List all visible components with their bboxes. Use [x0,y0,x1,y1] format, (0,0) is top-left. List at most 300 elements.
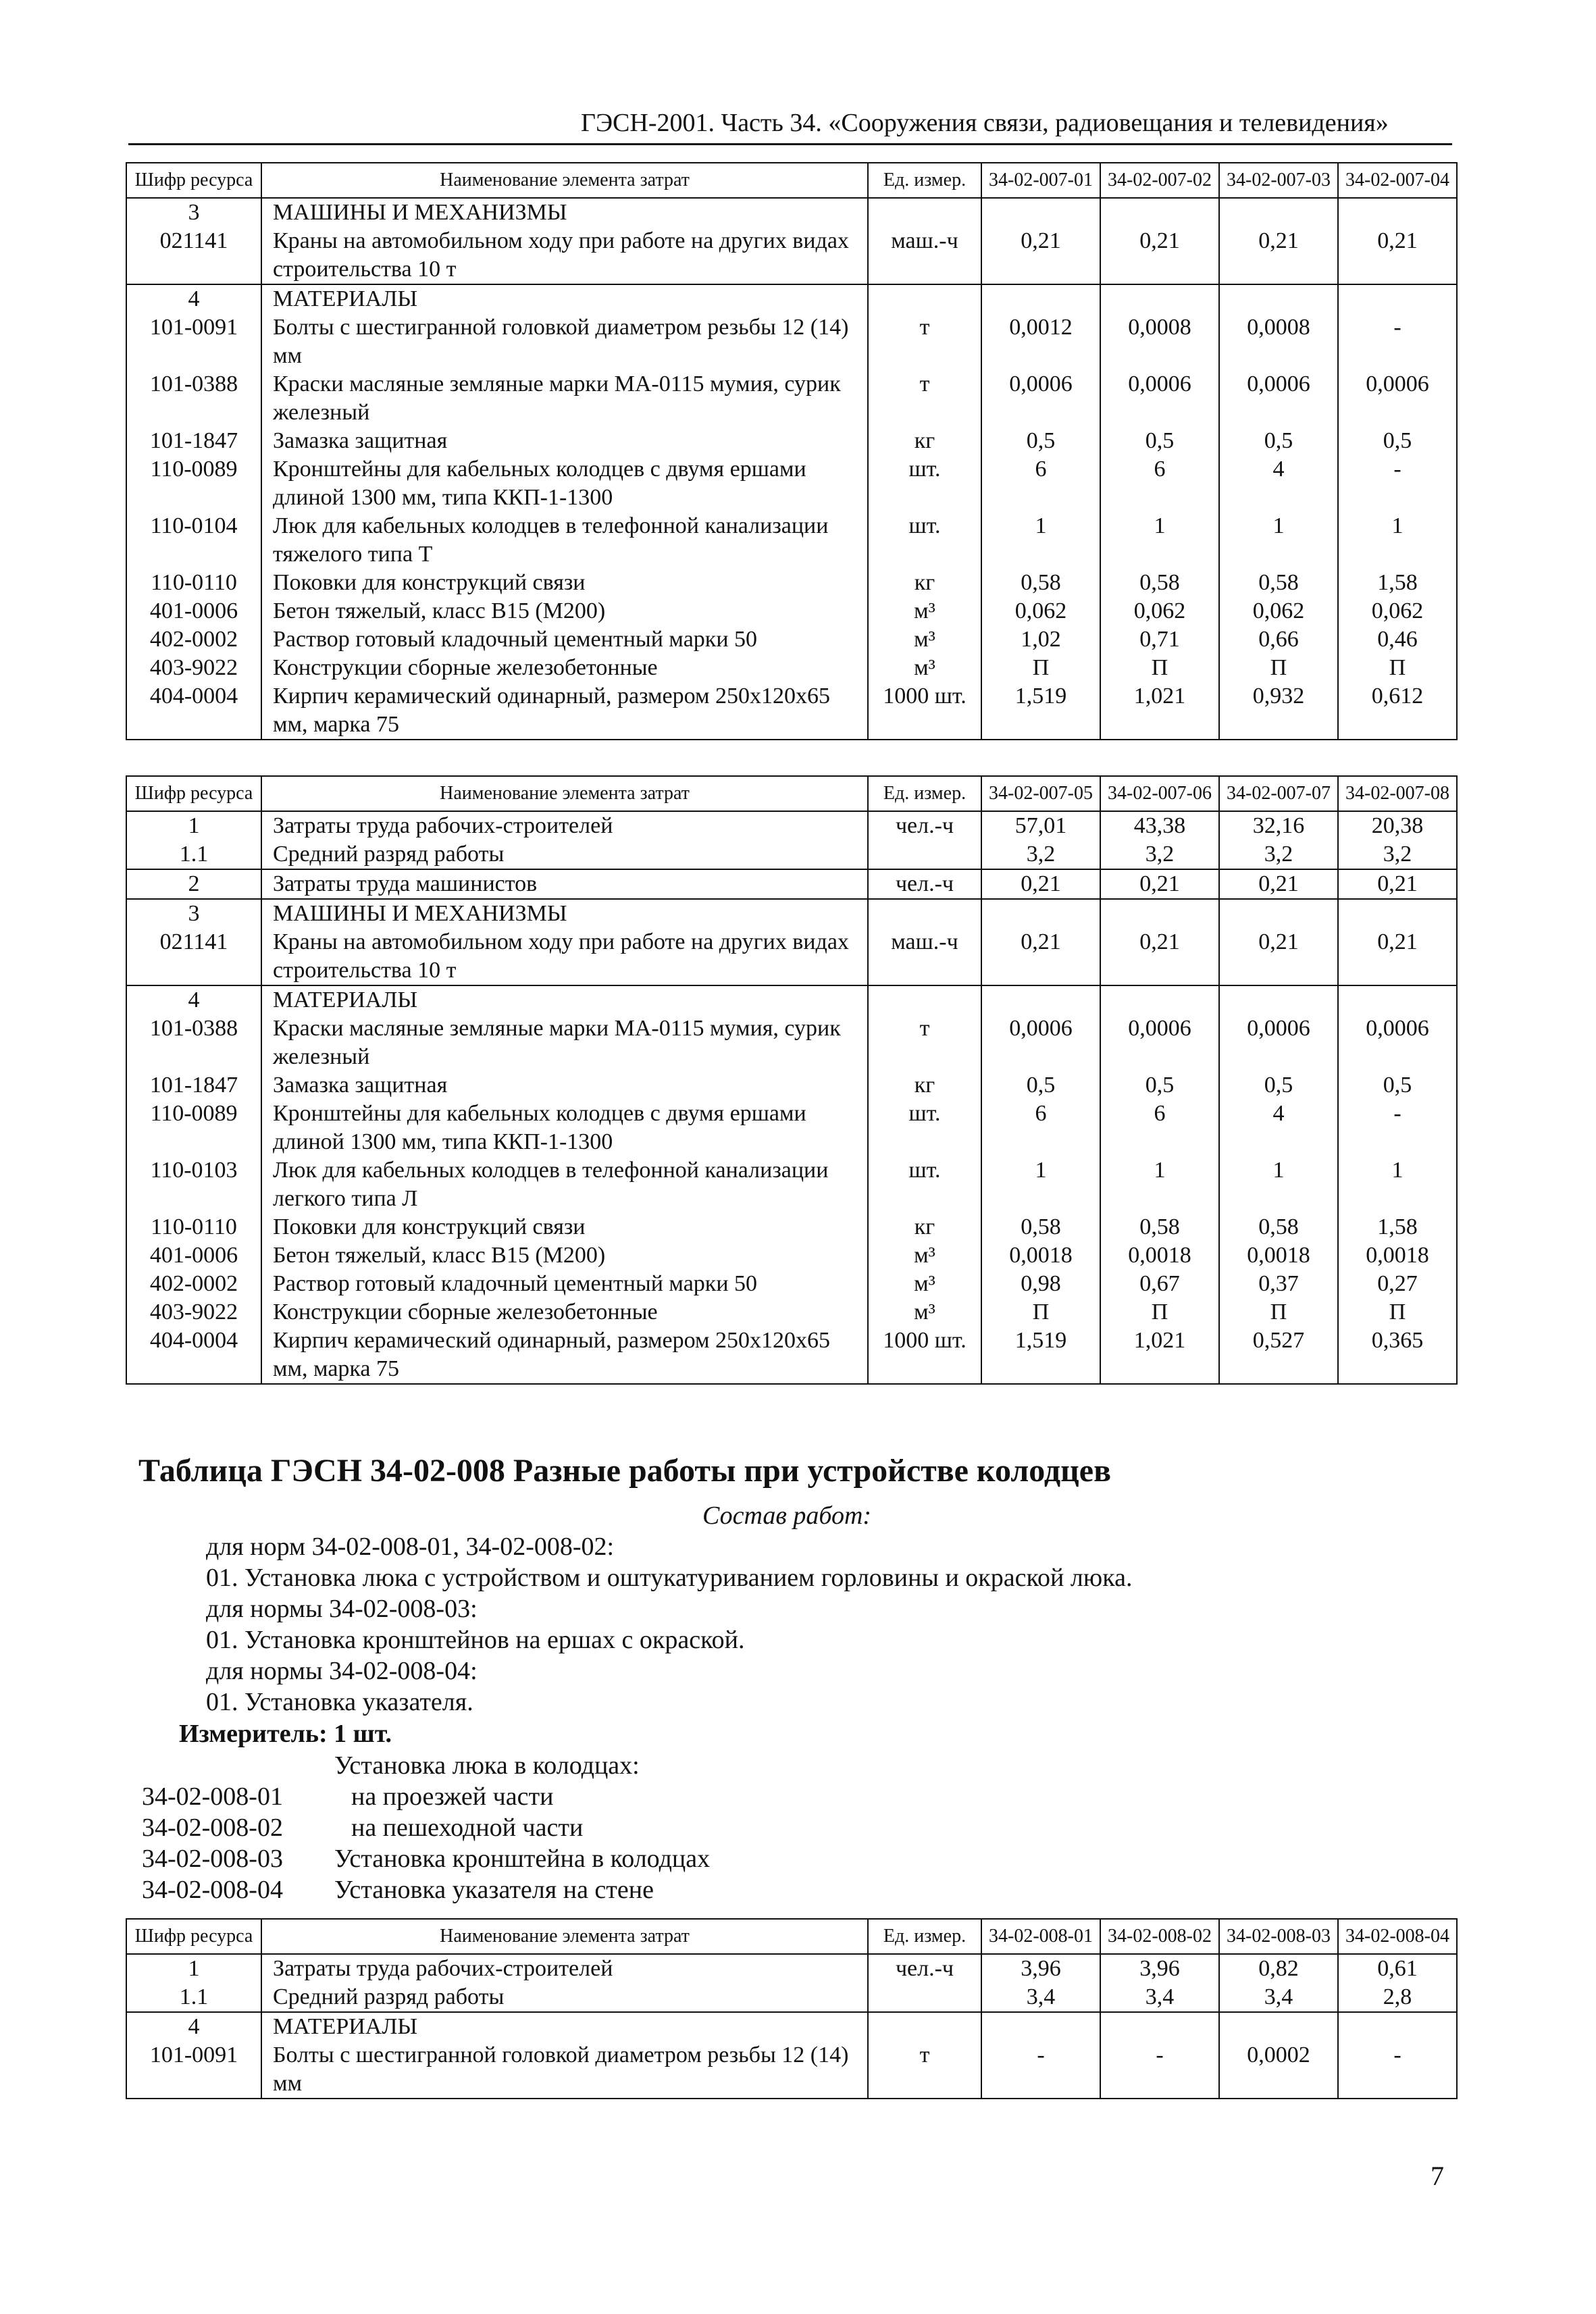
resource-code: 403-9022 [126,654,261,682]
norm-code: 34-02-008-03 [142,1845,283,1873]
resource-code: 401-0006 [126,597,261,625]
norm-value [1219,198,1338,227]
table-row [126,654,1457,682]
header-divider [128,143,1452,145]
norm-value: 43,38 [1100,811,1219,840]
norm-value [981,198,1100,227]
norm-value: - [1100,2041,1219,2099]
unit-of-measure: кг [868,427,981,455]
table-row [126,840,1457,869]
unit-of-measure: м³ [868,654,981,682]
norm-value: 1 [981,1156,1100,1213]
norm-value: 0,27 [1338,1270,1457,1298]
table-row [126,198,1457,227]
resource-code: 101-1847 [126,427,261,455]
resource-code: 4 [126,985,261,1014]
norm-value: 0,0006 [1219,1014,1338,1071]
norm-value: 4 [1219,455,1338,512]
unit-of-measure: т [868,313,981,370]
resource-code: 4 [126,2012,261,2041]
unit-of-measure [868,1983,981,2012]
resource-code: 110-0089 [126,1100,261,1156]
unit-of-measure: чел.-ч [868,1954,981,1983]
norm-value [1338,284,1457,313]
norm-value: П [1338,1298,1457,1327]
measure-unit: Измеритель: 1 шт. [179,1720,392,1748]
norm-value: 0,0008 [1100,313,1219,370]
cost-item-name: Средний разряд работы [261,1983,868,2012]
norm-table-34-02-008 [126,1918,1458,2099]
norm-value: 0,21 [1219,869,1338,899]
resource-code: 2 [126,869,261,899]
table-row [126,869,1457,899]
norm-value: 0,5 [1219,1071,1338,1100]
page-header: ГЭСН-2001. Часть 34. «Сооружения связи, радиовещания и телевидения» [581,109,1389,137]
cost-item-name: Бетон тяжелый, класс В15 (М200) [261,1241,868,1270]
norm-value: 4 [1219,1100,1338,1156]
unit-of-measure: т [868,370,981,427]
header-cost-item: Наименование элемента затрат [261,163,868,198]
norm-value: 3,96 [1100,1954,1219,1983]
norm-value: 0,58 [981,1213,1100,1241]
norm-value: 3,4 [1100,1983,1219,2012]
table-row [126,811,1457,840]
table-row [126,1241,1457,1270]
cost-item-name: МАШИНЫ И МЕХАНИЗМЫ [261,899,868,928]
norm-code: 34-02-008-02 [142,1814,283,1842]
norm-value: П [981,654,1100,682]
unit-of-measure: маш.-ч [868,928,981,985]
norm-value: 6 [981,455,1100,512]
header-norm-code: 34-02-007-05 [981,776,1100,811]
norm-value: 0,612 [1338,682,1457,740]
header-norm-code: 34-02-008-03 [1219,1919,1338,1954]
cost-item-name: Люк для кабельных колодцев в телефонной канализации тяжелого типа Т [261,512,868,569]
norm-value: 0,46 [1338,625,1457,654]
resource-code: 101-0091 [126,313,261,370]
cost-item-name: Затраты труда рабочих-строителей [261,811,868,840]
norm-value: 0,365 [1338,1327,1457,1384]
resource-code: 101-0388 [126,1014,261,1071]
norm-value: 0,21 [1100,869,1219,899]
header-resource-code: Шифр ресурса [126,163,261,198]
unit-of-measure [868,2012,981,2041]
norm-value: 1,02 [981,625,1100,654]
norm-value: 1 [1219,512,1338,569]
unit-of-measure: кг [868,1071,981,1100]
header-unit: Ед. измер. [868,1919,981,1954]
norm-value: 3,4 [981,1983,1100,2012]
resource-code: 021141 [126,227,261,284]
norm-value: 0,21 [981,227,1100,284]
norm-value [1219,985,1338,1014]
unit-of-measure: чел.-ч [868,869,981,899]
norm-value: 3,4 [1219,1983,1338,2012]
cost-item-name: Болты с шестигранной головкой диаметром резьбы 12 (14) мм [261,313,868,370]
header-norm-code: 34-02-007-04 [1338,163,1457,198]
norms-subheading: Установка люка в колодцах: [334,1751,640,1780]
norm-table-34-02-007-01-04 [126,162,1458,740]
norm-value [1100,2012,1219,2041]
unit-of-measure: м³ [868,1241,981,1270]
norm-value: 0,5 [1100,427,1219,455]
table-row [126,1213,1457,1241]
norm-value: 1 [1100,512,1219,569]
norm-value: 0,61 [1338,1954,1457,1983]
norm-value [981,2012,1100,2041]
resource-code: 402-0002 [126,625,261,654]
unit-of-measure: шт. [868,455,981,512]
cost-item-name: Раствор готовый кладочный цементный марки 50 [261,625,868,654]
norm-value: 0,0006 [1338,370,1457,427]
resource-code: 021141 [126,928,261,985]
table-row [126,1954,1457,1983]
norm-value: 0,58 [981,569,1100,597]
norm-value: 6 [1100,1100,1219,1156]
resource-code: 1.1 [126,840,261,869]
norm-value [1100,899,1219,928]
composition-line: для норм 34-02-008-01, 34-02-008-02: [206,1533,615,1561]
composition-line: для нормы 34-02-008-03: [206,1595,478,1623]
table-row [126,284,1457,313]
table-row [126,370,1457,427]
header-resource-code: Шифр ресурса [126,1919,261,1954]
norm-value: 20,38 [1338,811,1457,840]
cost-item-name: Затраты труда рабочих-строителей [261,1954,868,1983]
unit-of-measure: м³ [868,1298,981,1327]
unit-of-measure: шт. [868,512,981,569]
norm-value: 0,21 [1338,869,1457,899]
norm-value: 0,58 [1219,569,1338,597]
table-row [126,227,1457,284]
resource-code: 110-0110 [126,569,261,597]
norm-value: 0,0006 [981,370,1100,427]
norm-value: 0,0018 [1100,1241,1219,1270]
norm-value: 0,5 [1100,1071,1219,1100]
norm-value: 6 [981,1100,1100,1156]
header-norm-code: 34-02-008-04 [1338,1919,1457,1954]
cost-item-name: Конструкции сборные железобетонные [261,654,868,682]
norm-value: 0,0008 [1219,313,1338,370]
cost-item-name: Средний разряд работы [261,840,868,869]
norm-value [1219,284,1338,313]
resource-code: 3 [126,899,261,928]
table-row [126,1100,1457,1156]
header-norm-code: 34-02-008-01 [981,1919,1100,1954]
norm-value: 0,58 [1100,569,1219,597]
norm-value: 0,932 [1219,682,1338,740]
norm-value: 0,67 [1100,1270,1219,1298]
norm-value: 0,0018 [981,1241,1100,1270]
norm-value: 0,21 [1100,928,1219,985]
norm-value: 0,527 [1219,1327,1338,1384]
table-row [126,1983,1457,2012]
cost-item-name: Люк для кабельных колодцев в телефонной канализации легкого типа Л [261,1156,868,1213]
norm-value: 57,01 [981,811,1100,840]
table-row [126,1014,1457,1071]
table-row [126,512,1457,569]
norm-value [1100,284,1219,313]
table-row [126,1071,1457,1100]
norm-value: - [1338,313,1457,370]
header-norm-code: 34-02-007-01 [981,163,1100,198]
norm-value: 0,58 [1219,1213,1338,1241]
table-row [126,2041,1457,2099]
norm-value: 0,21 [1219,227,1338,284]
norm-code: 34-02-008-04 [142,1876,283,1904]
norm-value: 2,8 [1338,1983,1457,2012]
resource-code: 402-0002 [126,1270,261,1298]
norm-description: на проезжей части [351,1782,554,1811]
header-resource-code: Шифр ресурса [126,776,261,811]
norm-value: 0,062 [1219,597,1338,625]
unit-of-measure [868,899,981,928]
unit-of-measure: чел.-ч [868,811,981,840]
norm-value: 32,16 [1219,811,1338,840]
header-unit: Ед. измер. [868,163,981,198]
cost-item-name: Затраты труда машинистов [261,869,868,899]
unit-of-measure: кг [868,1213,981,1241]
norm-value: П [1100,1298,1219,1327]
norm-value: 0,5 [981,1071,1100,1100]
norm-value [1338,985,1457,1014]
unit-of-measure: м³ [868,625,981,654]
resource-code: 101-0388 [126,370,261,427]
table-row [126,899,1457,928]
cost-item-name: Конструкции сборные железобетонные [261,1298,868,1327]
table-header-row [126,1919,1457,1954]
header-norm-code: 34-02-007-06 [1100,776,1219,811]
norm-code: 34-02-008-01 [142,1782,283,1811]
table-header-row [126,163,1457,198]
table-row [126,597,1457,625]
cost-item-name: Краны на автомобильном ходу при работе на других видах строительства 10 т [261,227,868,284]
norm-value [1219,2012,1338,2041]
resource-code: 1.1 [126,1983,261,2012]
norm-value: 0,0006 [1219,370,1338,427]
cost-item-name: Болты с шестигранной головкой диаметром резьбы 12 (14) мм [261,2041,868,2099]
cost-item-name: Краны на автомобильном ходу при работе на других видах строительства 10 т [261,928,868,985]
unit-of-measure: м³ [868,1270,981,1298]
norm-value: 0,5 [1219,427,1338,455]
cost-item-name: МАТЕРИАЛЫ [261,985,868,1014]
unit-of-measure [868,840,981,869]
norm-value: 3,96 [981,1954,1100,1983]
cost-item-name: МАШИНЫ И МЕХАНИЗМЫ [261,198,868,227]
header-unit: Ед. измер. [868,776,981,811]
norm-value [1100,985,1219,1014]
header-cost-item: Наименование элемента затрат [261,1919,868,1954]
resource-code: 4 [126,284,261,313]
norm-table-34-02-007-05-08 [126,775,1458,1385]
table-row [126,928,1457,985]
norm-value: 3,2 [981,840,1100,869]
norm-value: 0,21 [1338,227,1457,284]
table-row [126,1270,1457,1298]
norm-value [1338,899,1457,928]
unit-of-measure [868,198,981,227]
table-row [126,427,1457,455]
unit-of-measure: м³ [868,597,981,625]
norm-value: 0,0006 [1100,370,1219,427]
unit-of-measure: кг [868,569,981,597]
norm-value: 1,519 [981,682,1100,740]
table-row [126,569,1457,597]
composition-line: 01. Установка люка с устройством и оштукатуриванием горловины и окраской люка. [206,1564,1133,1592]
norm-value: 0,37 [1219,1270,1338,1298]
table-row [126,1327,1457,1384]
cost-item-name: Кирпич керамический одинарный, размером 250х120х65 мм, марка 75 [261,682,868,740]
norm-value: 0,82 [1219,1954,1338,1983]
cost-item-name: Кронштейны для кабельных колодцев с двумя ершами длиной 1300 мм, типа ККП-1-1300 [261,455,868,512]
table-row [126,1156,1457,1213]
cost-item-name: Поковки для конструкций связи [261,569,868,597]
norm-description: на пешеходной части [351,1814,584,1842]
norm-value: П [1100,654,1219,682]
norm-value: 6 [1100,455,1219,512]
composition-line: 01. Установка указателя. [206,1688,473,1716]
norm-value: 3,2 [1100,840,1219,869]
resource-code: 110-0110 [126,1213,261,1241]
norm-value: 1,021 [1100,682,1219,740]
table-row [126,2012,1457,2041]
unit-of-measure: 1000 шт. [868,682,981,740]
norm-value [981,985,1100,1014]
resource-code: 3 [126,198,261,227]
resource-code: 101-0091 [126,2041,261,2099]
norm-value: 1 [1338,1156,1457,1213]
norm-value: 0,66 [1219,625,1338,654]
cost-item-name: Поковки для конструкций связи [261,1213,868,1241]
cost-item-name: Замазка защитная [261,1071,868,1100]
norm-description: Установка кронштейна в колодцах [334,1845,711,1873]
cost-item-name: Кронштейны для кабельных колодцев с двумя ершами длиной 1300 мм, типа ККП-1-1300 [261,1100,868,1156]
unit-of-measure: т [868,1014,981,1071]
resource-code: 110-0104 [126,512,261,569]
cost-item-name: Замазка защитная [261,427,868,455]
cost-item-name: МАТЕРИАЛЫ [261,2012,868,2041]
norm-value: 1,021 [1100,1327,1219,1384]
unit-of-measure: 1000 шт. [868,1327,981,1384]
cost-item-name: Раствор готовый кладочный цементный марки 50 [261,1270,868,1298]
table-row [126,682,1457,740]
header-norm-code: 34-02-007-03 [1219,163,1338,198]
page-number: 7 [1431,2161,1444,2191]
resource-code: 404-0004 [126,1327,261,1384]
norm-value: П [1219,654,1338,682]
resource-code: 403-9022 [126,1298,261,1327]
norm-value: 0,0018 [1338,1241,1457,1270]
norm-value: 1,58 [1338,569,1457,597]
resource-code: 404-0004 [126,682,261,740]
norm-value: П [1338,654,1457,682]
norm-value: 0,58 [1100,1213,1219,1241]
norm-value: 0,062 [981,597,1100,625]
table-row [126,455,1457,512]
unit-of-measure: маш.-ч [868,227,981,284]
composition-line: 01. Установка кронштейнов на ершах с окраской. [206,1626,745,1654]
norm-value: 1,58 [1338,1213,1457,1241]
norm-value: 0,21 [981,928,1100,985]
cost-item-name: МАТЕРИАЛЫ [261,284,868,313]
unit-of-measure [868,284,981,313]
cost-item-name: Краски масляные земляные марки МА-0115 мумия, сурик железный [261,1014,868,1071]
norm-value: П [1219,1298,1338,1327]
norm-value: 0,21 [1338,928,1457,985]
header-norm-code: 34-02-007-02 [1100,163,1219,198]
norm-value: 0,0006 [1338,1014,1457,1071]
section-title: Таблица ГЭСН 34-02-008 Разные работы при устройстве колодцев [138,1453,1112,1489]
norm-description: Установка указателя на стене [334,1876,654,1904]
norm-value [1219,899,1338,928]
norm-value: 0,0006 [1100,1014,1219,1071]
header-norm-code: 34-02-007-08 [1338,776,1457,811]
norm-value: - [981,2041,1100,2099]
header-norm-code: 34-02-008-02 [1100,1919,1219,1954]
norm-value [1100,198,1219,227]
norm-value: 1 [1338,512,1457,569]
norm-value: 0,0012 [981,313,1100,370]
norm-value: П [981,1298,1100,1327]
norm-value: 0,5 [981,427,1100,455]
norm-value: 3,2 [1338,840,1457,869]
unit-of-measure: шт. [868,1156,981,1213]
resource-code: 1 [126,1954,261,1983]
norm-value: 1 [1100,1156,1219,1213]
norm-value: 0,062 [1100,597,1219,625]
composition-line: для нормы 34-02-008-04: [206,1657,478,1685]
table-row [126,985,1457,1014]
norm-value: 3,2 [1219,840,1338,869]
norm-value: 0,0006 [981,1014,1100,1071]
unit-of-measure [868,985,981,1014]
norm-value: 1,519 [981,1327,1100,1384]
norm-value: 1 [1219,1156,1338,1213]
norm-value: 0,21 [981,869,1100,899]
norm-value [981,899,1100,928]
norm-value: 0,21 [1219,928,1338,985]
resource-code: 401-0006 [126,1241,261,1270]
norm-value: - [1338,1100,1457,1156]
resource-code: 101-1847 [126,1071,261,1100]
work-composition-label: Состав работ: [702,1501,872,1530]
header-norm-code: 34-02-007-07 [1219,776,1338,811]
norm-value [1338,198,1457,227]
cost-item-name: Краски масляные земляные марки МА-0115 мумия, сурик железный [261,370,868,427]
resource-code: 110-0103 [126,1156,261,1213]
resource-code: 1 [126,811,261,840]
norm-value [1338,2012,1457,2041]
cost-item-name: Бетон тяжелый, класс В15 (М200) [261,597,868,625]
norm-value: 0,0002 [1219,2041,1338,2099]
table-row [126,1298,1457,1327]
table-header-row [126,776,1457,811]
norm-value: 0,5 [1338,427,1457,455]
unit-of-measure: шт. [868,1100,981,1156]
norm-value: 0,21 [1100,227,1219,284]
norm-value: 0,062 [1338,597,1457,625]
unit-of-measure: т [868,2041,981,2099]
norm-value: 0,71 [1100,625,1219,654]
table-row [126,313,1457,370]
norm-value: - [1338,2041,1457,2099]
resource-code: 110-0089 [126,455,261,512]
norm-value: - [1338,455,1457,512]
cost-item-name: Кирпич керамический одинарный, размером 250х120х65 мм, марка 75 [261,1327,868,1384]
table-row [126,625,1457,654]
norm-value: 0,0018 [1219,1241,1338,1270]
norm-value: 0,5 [1338,1071,1457,1100]
